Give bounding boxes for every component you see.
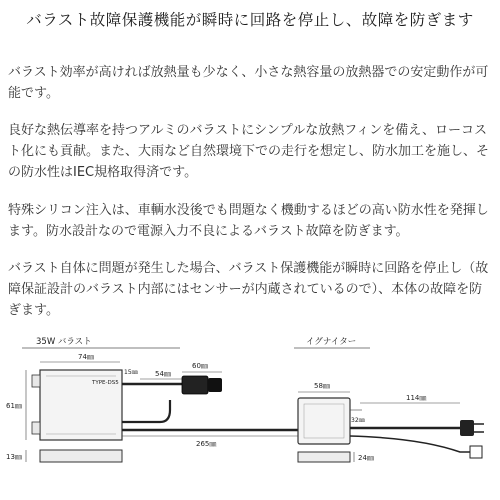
ballast-mount-bottom: [32, 422, 40, 434]
dim-cable-short-a: 15㎜: [124, 369, 138, 376]
dim-ballast-depth: 13㎜: [6, 453, 22, 461]
ballast-side-view: [40, 450, 122, 462]
dim-connector: 60㎜: [192, 362, 208, 370]
ballast-mount-top: [32, 375, 40, 387]
connector-plug: [208, 378, 222, 392]
igniter-plug: [460, 420, 474, 436]
igniter-label: イグナイター: [306, 337, 357, 347]
dim-cable-short-b: 54㎜: [155, 370, 171, 378]
small-connector: [470, 446, 482, 458]
igniter-side-view: [298, 452, 350, 462]
dim-igniter-cable: 114㎜: [406, 394, 427, 402]
dim-igniter-width: 58㎜: [314, 382, 330, 390]
paragraph-efficiency: バラスト効率が高ければ放熱量も少なく、小さな熱容量の放熱器での安定動作が可能です。: [8, 65, 489, 101]
page-title: バラスト故障保護機能が瞬時に回路を停止し、故障を防ぎます: [26, 11, 474, 29]
igniter-body: [298, 398, 350, 444]
ballast-label: 35W バラスト: [36, 337, 92, 347]
dim-main-cable: 265㎜: [196, 440, 217, 448]
dimension-diagram: [0, 330, 500, 500]
paragraph-silicone: 特殊シリコン注入は、車輌水没後でも問題なく機動するほどの高い防水性を発揮します。防水設計なので電源入力不良によるバラスト故障を防ぎます。: [8, 203, 489, 239]
dim-igniter-height: 32㎜: [351, 417, 365, 424]
type-mark: TYPE-DS5: [92, 380, 119, 386]
dim-ballast-height: 61㎜: [6, 402, 22, 410]
paragraph-waterproof: 良好な熱伝導率を持つアルミのバラストにシンプルな放熱フィンを備え、ローコスト化にも貢献。また、大雨など自然環境下での走行を想定し、防水加工を施し、その防水性はIEC規格取得済です。: [8, 123, 490, 180]
dim-igniter-depth: 24㎜: [358, 454, 374, 462]
dim-ballast-width: 74㎜: [78, 353, 94, 361]
connector-body: [182, 376, 208, 394]
paragraph-protection: バラスト自体に問題が発生した場合、バラスト保護機能が瞬時に回路を停止し（故障保証設計のバラスト内部にはセンサーが内蔵されているので）、本体の故障を防ぎます。: [8, 261, 489, 318]
